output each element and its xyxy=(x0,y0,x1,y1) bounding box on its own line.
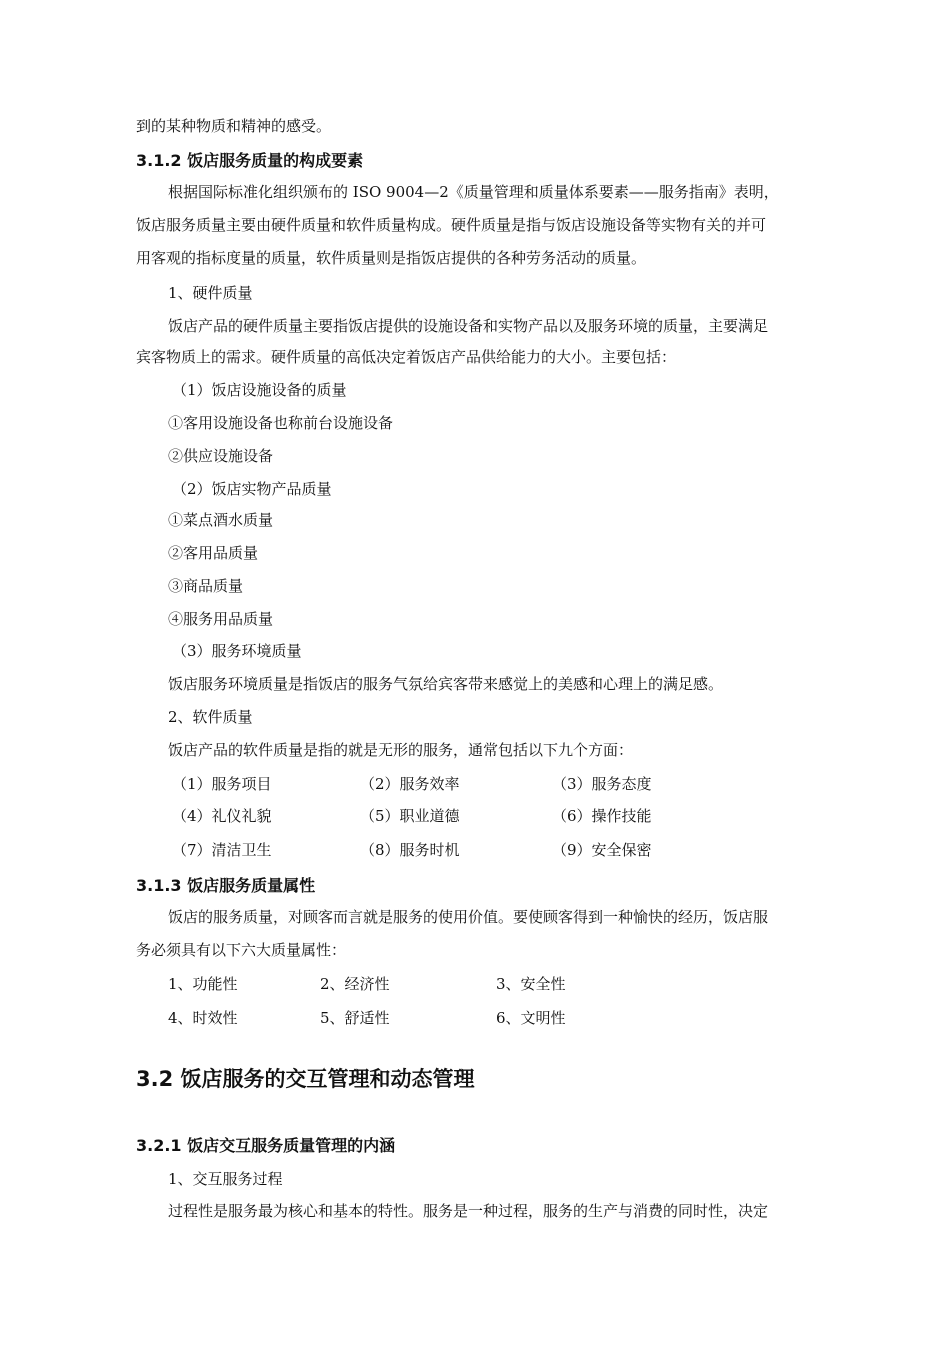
paragraph-line: 饭店的服务质量，对顾客而言就是服务的使用价值。要使顾客得到一种愉快的经历，饭店服 xyxy=(168,908,769,926)
list-item: （2）服务效率 xyxy=(360,775,460,793)
subheading-software-quality: 2、软件质量 xyxy=(168,708,253,726)
paragraph-line: 饭店服务环境质量是指饭店的服务气氛给宾客带来感觉上的美感和心理上的满足感。 xyxy=(168,675,724,693)
subheading-interactive-process: 1、交互服务过程 xyxy=(168,1170,283,1188)
list-item: （9）安全保密 xyxy=(552,841,652,859)
list-item: 5、舒适性 xyxy=(320,1009,390,1027)
list-item: （1）服务项目 xyxy=(172,775,272,793)
paragraph-line: 根据国际标准化组织颁布的 ISO 9004—2《质量管理和质量体系要素——服务指南》表明， xyxy=(168,183,779,201)
section-heading-3-1-2: 3.1.2 饭店服务质量的构成要素 xyxy=(136,151,364,170)
list-item: ①菜点酒水质量 xyxy=(168,511,274,529)
subheading-hardware-quality: 1、硬件质量 xyxy=(168,284,253,302)
paragraph-line: 饭店服务质量主要由硬件质量和软件质量构成。硬件质量是指与饭店设施设备等实物有关的并可 xyxy=(136,216,767,234)
list-item: ③商品质量 xyxy=(168,577,244,595)
paragraph-line: 饭店产品的软件质量是指的就是无形的服务，通常包括以下九个方面： xyxy=(168,741,634,759)
list-item: （3）服务态度 xyxy=(552,775,652,793)
list-item: （4）礼仪礼貌 xyxy=(172,807,272,825)
section-heading-3-2: 3.2 饭店服务的交互管理和动态管理 xyxy=(136,1067,475,1091)
paragraph-line: 到的某种物质和精神的感受。 xyxy=(136,117,332,135)
list-item: （1）饭店设施设备的质量 xyxy=(172,381,347,399)
paragraph-line: 宾客物质上的需求。硬件质量的高低决定着饭店产品供给能力的大小。主要包括： xyxy=(136,348,677,366)
paragraph-line: 饭店产品的硬件质量主要指饭店提供的设施设备和实物产品以及服务环境的质量，主要满足 xyxy=(168,317,769,335)
paragraph-line: 务必须具有以下六大质量属性： xyxy=(136,941,347,959)
paragraph-line: 过程性是服务最为核心和基本的特性。服务是一种过程，服务的生产与消费的同时性，决定 xyxy=(168,1202,769,1220)
list-item: ①客用设施设备也称前台设施设备 xyxy=(168,414,394,432)
list-item: ④服务用品质量 xyxy=(168,610,274,628)
list-item: （8）服务时机 xyxy=(360,841,460,859)
section-heading-3-1-3: 3.1.3 饭店服务质量属性 xyxy=(136,876,316,895)
list-item: 1、功能性 xyxy=(168,975,238,993)
list-item: 6、文明性 xyxy=(496,1009,566,1027)
list-item: （2）饭店实物产品质量 xyxy=(172,480,332,498)
list-item: 3、安全性 xyxy=(496,975,566,993)
list-item: （7）清洁卫生 xyxy=(172,841,272,859)
section-heading-3-2-1: 3.2.1 饭店交互服务质量管理的内涵 xyxy=(136,1136,396,1155)
list-item: ②供应设施设备 xyxy=(168,447,274,465)
list-item: 2、经济性 xyxy=(320,975,390,993)
list-item: （6）操作技能 xyxy=(552,807,652,825)
list-item: （5）职业道德 xyxy=(360,807,460,825)
list-item: ②客用品质量 xyxy=(168,544,259,562)
list-item: 4、时效性 xyxy=(168,1009,238,1027)
list-item: （3）服务环境质量 xyxy=(172,642,302,660)
paragraph-line: 用客观的指标度量的质量，软件质量则是指饭店提供的各种劳务活动的质量。 xyxy=(136,249,647,267)
